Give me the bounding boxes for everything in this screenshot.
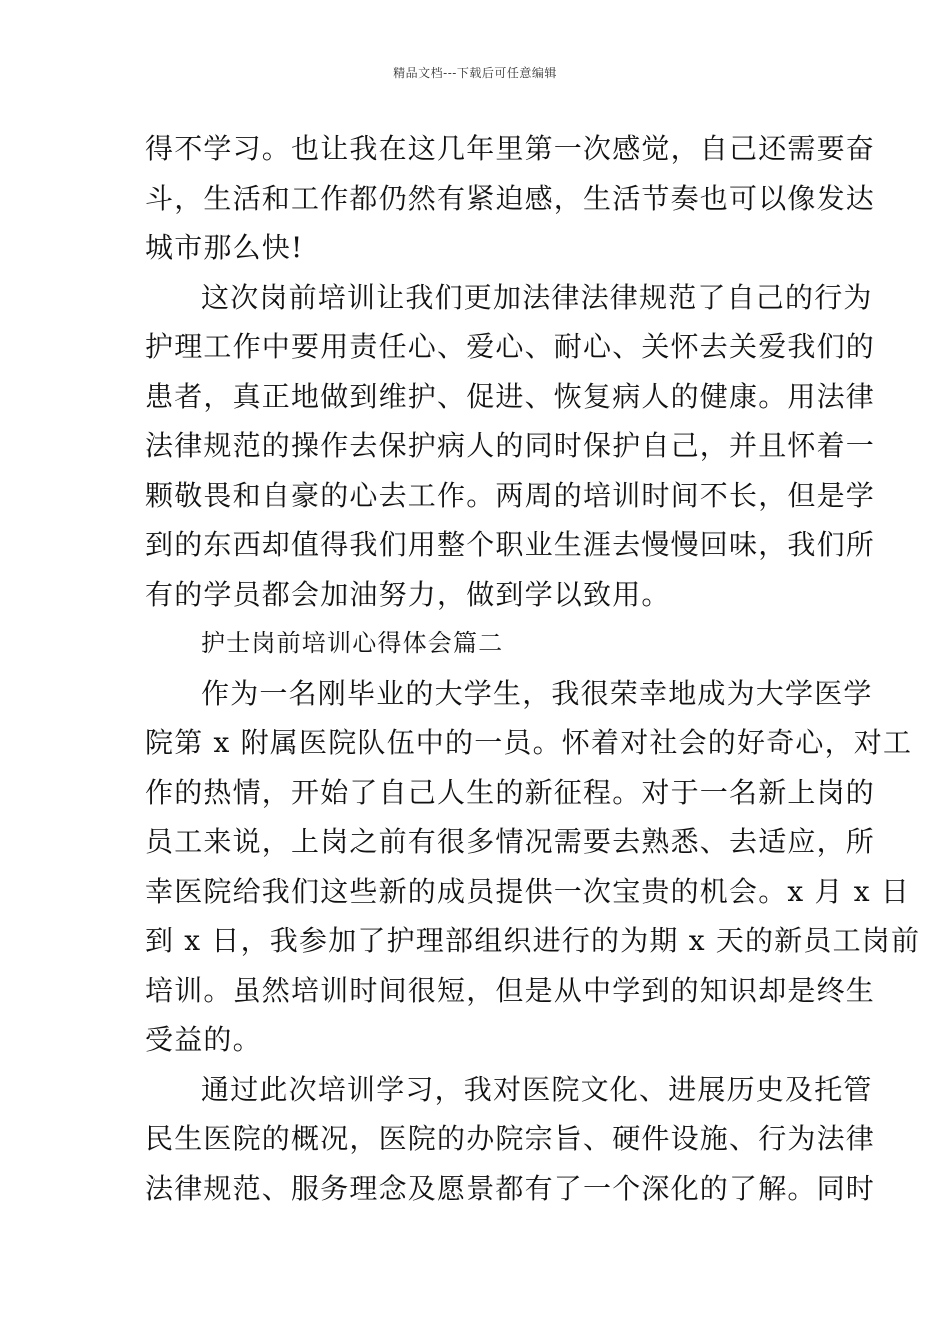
- text-line: 作为一名刚毕业的大学生，我很荣幸地成为大学医学: [201, 676, 873, 710]
- text-line: 作的热情，开始了自己人生的新征程。对于一名新上岗的: [145, 775, 876, 809]
- text-line: 民生医院的概况，医院的办院宗旨、硬件设施、行为法律: [145, 1122, 876, 1155]
- text-line: 到 x 日，我参加了护理部组织进行的为期 x 天的新员工岗前: [145, 924, 921, 957]
- text-line: 城市那么快!: [145, 231, 304, 264]
- text-line: 患者，真正地做到维护、促进、恢复病人的健康。用法律: [145, 379, 876, 413]
- text-line: 院第 x 附属医院队伍中的一员。怀着对社会的好奇心，对工: [145, 726, 913, 759]
- text-line: 有的学员都会加油努力，做到学以致用。: [145, 577, 671, 611]
- text-line: 颗敬畏和自豪的心去工作。两周的培训时间不长，但是学: [145, 478, 876, 512]
- text-line: 受益的。: [145, 1023, 262, 1056]
- text-line: 到的东西却值得我们用整个职业生涯去慢慢回味，我们所: [145, 528, 876, 561]
- text-line: 法律规范的操作去保护病人的同时保护自己，并且怀着一: [145, 429, 876, 462]
- document-body: [145, 124, 921, 1213]
- text-line: 员工来说，上岗之前有很多情况需要去熟悉、去适应，所: [145, 825, 876, 858]
- text-line: 通过此次培训学习，我对医院文化、进展历史及托管: [201, 1072, 873, 1106]
- text-line: 护理工作中要用责任心、爱心、耐心、关怀去关爱我们的: [145, 330, 876, 363]
- page-header: 精品文档---下载后可任意编辑: [393, 66, 557, 80]
- text-line: 培训。虽然培训时间很短，但是从中学到的知识却是终生: [145, 973, 876, 1007]
- text-line: 法律规范、服务理念及愿景都有了一个深化的了解。同时: [145, 1171, 876, 1205]
- text-line: 幸医院给我们这些新的成员提供一次宝贵的机会。x 月 x 日: [145, 874, 911, 908]
- section-heading: 护士岗前培训心得体会篇二: [201, 629, 504, 657]
- text-line: 斗，生活和工作都仍然有紧迫感，生活节奏也可以像发达: [145, 181, 876, 215]
- text-line: 这次岗前培训让我们更加法律法律规范了自己的行为: [201, 280, 873, 314]
- text-line: 得不学习。也让我在这几年里第一次感觉，自己还需要奋: [145, 132, 876, 165]
